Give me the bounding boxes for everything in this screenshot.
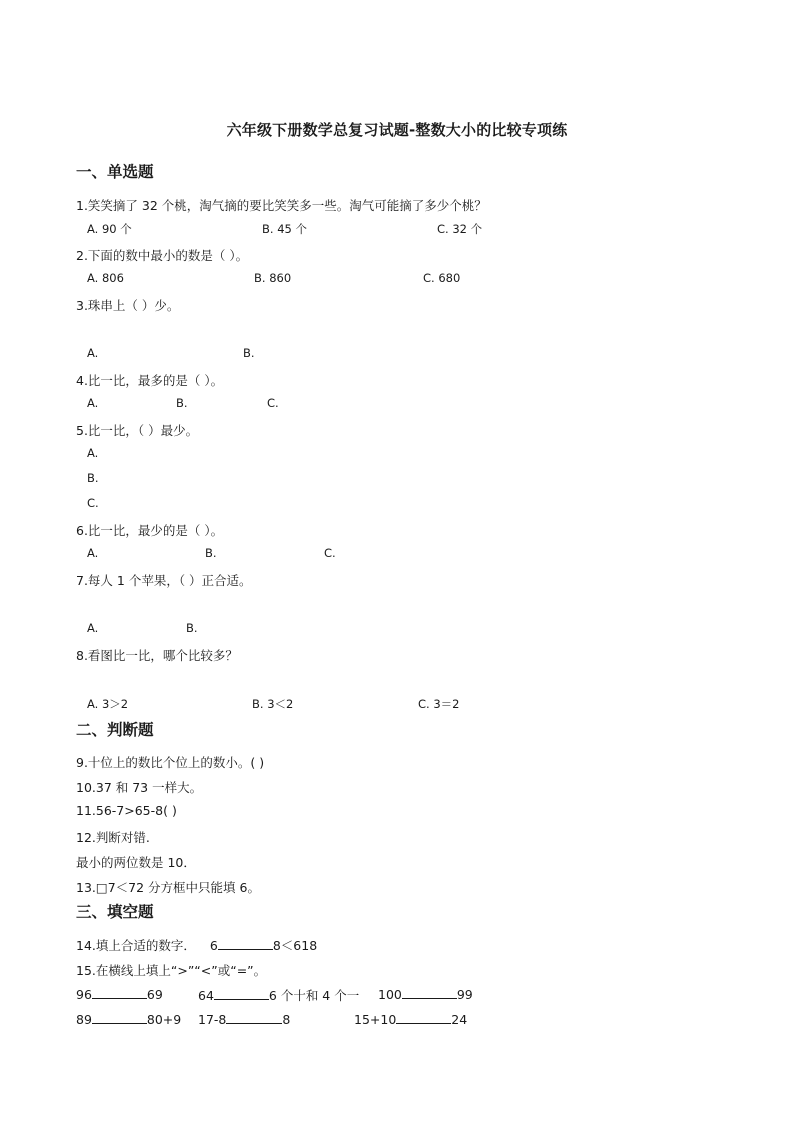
question-5-stem: 5.比一比，（ ）最少。	[76, 423, 199, 438]
expr-left: 17-8	[198, 1012, 227, 1027]
compare-blank[interactable]	[396, 1011, 451, 1024]
expr-right: 6 个十和 4 个一	[268, 988, 360, 1003]
question-14-line	[76, 936, 317, 954]
question-11-stem: 11.56-7>65-8( )	[76, 803, 177, 818]
section-heading-fill-blank: 三、填空题	[76, 903, 154, 921]
question-6-option-b: B.	[205, 546, 217, 560]
compare-blank[interactable]	[214, 987, 269, 1000]
compare-blank[interactable]	[92, 1011, 147, 1024]
expr-left: 15+10	[354, 1012, 397, 1027]
question-1-option-c: C. 32 个	[437, 222, 483, 236]
compare-blank[interactable]	[402, 986, 457, 999]
expr-left: 89	[76, 1012, 92, 1027]
question-12-stem: 12.判断对错.	[76, 830, 150, 845]
question-1-option-b: B. 45 个	[262, 222, 307, 236]
question-4-stem: 4.比一比，最多的是（ ）。	[76, 373, 224, 388]
question-4-option-b: B.	[176, 396, 188, 410]
question-3-option-b: B.	[243, 346, 255, 360]
question-14-blank[interactable]	[218, 937, 273, 950]
question-14-label: 14.填上合适的数字．	[76, 938, 196, 953]
question-1-stem: 1.笑笑摘了 32 个桃，淘气摘的要比笑笑多一些。淘气可能摘了多少个桃？	[76, 198, 487, 213]
question-8-option-a: A. 3＞2	[87, 697, 129, 711]
expr-right: 24	[451, 1012, 468, 1027]
question-15-row-2-col-3	[354, 1011, 467, 1027]
expr-left: 100	[378, 987, 402, 1002]
question-8-option-b: B. 3＜2	[252, 697, 294, 711]
question-14-prefix: 6	[209, 938, 218, 953]
expr-right: 8	[282, 1012, 291, 1027]
question-15-row-1-col-3	[378, 986, 473, 1002]
question-15-stem: 15.在横线上填上“>”“<”或“=”。	[76, 963, 267, 978]
question-8-stem: 8.看图比一比，哪个比较多？	[76, 648, 238, 663]
section-heading-single-choice: 一、单选题	[76, 163, 154, 181]
question-5-option-c: C.	[87, 496, 99, 510]
question-3-stem: 3.珠串上（ ）少。	[76, 298, 180, 313]
question-15-row-1-col-1	[76, 986, 163, 1002]
question-9-stem: 9.十位上的数比个位上的数小。( )	[76, 755, 265, 770]
question-2-option-a: A. 806	[87, 271, 124, 285]
question-6-stem: 6.比一比，最少的是（ ）。	[76, 523, 224, 538]
question-14-suffix: 8＜618	[272, 938, 318, 953]
question-13-stem: 13.□7＜72 分方框中只能填 6。	[76, 880, 260, 895]
expr-right: 69	[146, 987, 163, 1002]
expr-right: 99	[456, 987, 473, 1002]
question-12-statement: 最小的两位数是 10．	[76, 855, 196, 870]
question-7-option-b: B.	[186, 621, 198, 635]
question-4-option-a: A.	[87, 396, 99, 410]
question-2-option-b: B. 860	[254, 271, 292, 285]
question-15-row-2-col-2	[198, 1011, 290, 1027]
question-8-option-c: C. 3＝2	[418, 697, 460, 711]
compare-blank[interactable]	[92, 986, 147, 999]
section-heading-true-false: 二、判断题	[76, 721, 154, 739]
page-title: 六年级下册数学总复习试题-整数大小的比较专项练	[226, 121, 568, 139]
expr-left: 96	[76, 987, 92, 1002]
question-4-option-c: C.	[267, 396, 279, 410]
question-15-row-2-col-1	[76, 1011, 181, 1027]
question-15-row-1-col-2	[198, 986, 359, 1004]
question-7-stem: 7.每人 1 个苹果，（ ）正合适。	[76, 573, 252, 588]
question-10-stem: 10.37 和 73 一样大。	[76, 780, 203, 795]
expr-left: 64	[198, 988, 214, 1003]
compare-blank[interactable]	[226, 1011, 282, 1024]
question-2-option-c: C. 680	[423, 271, 461, 285]
question-5-option-a: A.	[87, 446, 99, 460]
question-2-stem: 2.下面的数中最小的数是（ ）。	[76, 248, 249, 263]
expr-right: 80+9	[146, 1012, 182, 1027]
question-7-option-a: A.	[87, 621, 99, 635]
question-6-option-c: C.	[324, 546, 336, 560]
question-1-option-a: A. 90 个	[87, 222, 132, 236]
question-5-option-b: B.	[87, 471, 99, 485]
question-3-option-a: A.	[87, 346, 99, 360]
question-6-option-a: A.	[87, 546, 99, 560]
